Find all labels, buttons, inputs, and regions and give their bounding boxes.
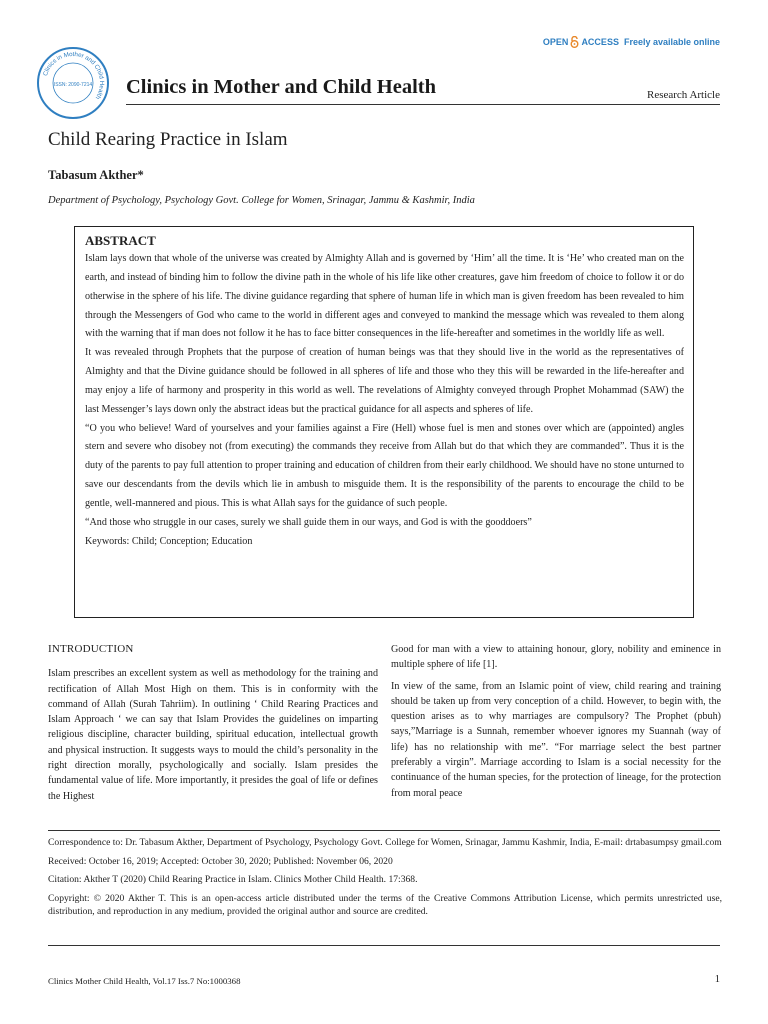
abstract-keywords: Keywords: Child; Conception; Education: [85, 535, 253, 547]
paper-title: Child Rearing Practice in Islam: [48, 129, 288, 150]
abstract-paragraph: “O you who believe! Ward of yourselves and your families against a Fire (Hell) whose fuel is men and stones over which are (appointed) angles stern and severe who disobey not (from executing) the commands they receive from Allah but do that which they are commanded”. Thus it is the duty of the parents to pay full attention to proper training and education of children from their early childhood. We should have no stone unturned to save our descendants from the devils which lie in ambush to misguide them. It is the responsibility of the parents to encourage the child to be gentle, well-mannered and pious. This is what Allah says for the guidance of such people.: [85, 422, 684, 509]
body-column-left: [48, 642, 378, 810]
open-label: OPEN: [542, 37, 569, 47]
journal-title: Clinics in Mother and Child Health: [126, 76, 437, 98]
footer-divider-top: [48, 830, 720, 831]
author-name: Tabasum Akther*: [48, 168, 144, 182]
header-divider: [126, 104, 720, 105]
dates-note: Received: October 16, 2019; Accepted: October 30, 2020; Published: November 06, 2020: [48, 855, 393, 867]
abstract-box: [74, 226, 694, 618]
abstract-heading: ABSTRACT: [85, 233, 156, 248]
abstract-paragraph: Islam lays down that whole of the universe was created by Almighty Allah and is governed by ‘Him’ all the time. It is ‘He’ who created man on the earth, and instead of binding him to follow the divine path in the whole of his life like other creatures, gave him freedom of choice to follow it or do otherwise in the sphere of his life. The divine guidance regarding that sphere of human life in which man is given freedom has been revealed to him through the Messengers of God who came to the world in different ages and conveyed to mankind the message which was revealed to them along with the warning that if man does not follow it he has to face bitter consequences in the life-hereafter and sometimes in the worldly life as well.: [85, 253, 684, 340]
footer-notes: [48, 836, 722, 924]
svg-text:ISSN: 2090-7214: ISSN: 2090-7214: [53, 82, 93, 88]
article-type: Research Article: [647, 89, 720, 101]
body-paragraph: Islam prescribes an excellent system as well as methodology for the training and rectification of Allah Most High on them. This is in conformity with the command of Allah (Surah Tahriim). In outlining ‘ Child Rearing Practices and Islam Approach ‘ we can say that Islam Provides the guidelines on imparting religious discipline, character building, spiritual education, intellectual growth and physical instruction. It suggests ways to mould the child’s personality in the right direction morally, psychologically and socially. Islam presides the fundamental value of life. More importantly, it presides the goal of life or defines the Highest: [48, 668, 378, 802]
copyright-note: Copyright: © 2020 Akther T. This is an open-access article distributed under the terms of the Creative Commons Attribution License, which permits unrestricted use, distribution, and reproduction in any medium, provided the original author and source are credited.: [48, 892, 722, 917]
open-access-badge[interactable]: [543, 36, 720, 48]
footer-divider-bottom: [48, 945, 720, 946]
introduction-heading: INTRODUCTION: [48, 643, 134, 655]
correspondence-note: Correspondence to: Dr. Tabasum Akther, Department of Psychology, Psychology Govt. College for Women, Srinagar, Jammu Kashmir, India, E-mail: drtabasumpsy gmail.com: [48, 837, 722, 848]
svg-text:Clinics in Mother and Child He: Clinics in Mother and Child Health: [42, 50, 106, 101]
citation-note: Citation: Akther T (2020) Child Rearing Practice in Islam. Clinics Mother Child Health. 17:368.: [48, 874, 418, 885]
access-note: Freely available online: [623, 37, 720, 47]
open-access-lock-icon: [570, 36, 579, 48]
abstract-paragraph: It was revealed through Prophets that the purpose of creation of human beings was that they should live in the world as the representatives of Almighty and that the Divine guidance should be followed in all spheres of life and those who they this will be rewarded in the life-hereafter and may enjoy a life of harmony and prosperity in this world as well. The revelations of Almighty conveyed through Prophet Mohammad (SAW) the last Messenger’s lays down only the abstract ideas but the practical guidance for all aspects and spheres of life.: [85, 347, 684, 415]
access-label: ACCESS: [581, 37, 619, 47]
body-column-right: [391, 642, 721, 807]
journal-logo: [36, 46, 110, 120]
running-footer-citation: Clinics Mother Child Health, Vol.17 Iss.7 No:1000368: [48, 976, 241, 986]
page-number: 1: [714, 974, 720, 985]
body-paragraph: Good for man with a view to attaining honour, glory, nobility and eminence in multiple sphere of life [1].: [391, 644, 721, 671]
author-affiliation: Department of Psychology, Psychology Govt. College for Women, Srinagar, Jammu & Kashmir, India: [48, 195, 475, 206]
body-paragraph: In view of the same, from an Islamic point of view, child rearing and training should be taken up from very conception of a child. However, to begin with, the question arises as to why marriages are compulsory? The Prophet (pbuh) says,”Marriage is a Sunnah, remember whoever ignores my Suannah (way of life) has no relationship with me”. “For marriage select the best partner preferably a virgin”. Marriage according to Islam is a social necessity for the continuance of the human species, for the protection of lineage, for the protection from moral peace: [391, 680, 721, 799]
abstract-paragraph: “And those who struggle in our cases, surely we shall guide them in our ways, and God is with the gooddoers”: [85, 516, 532, 528]
